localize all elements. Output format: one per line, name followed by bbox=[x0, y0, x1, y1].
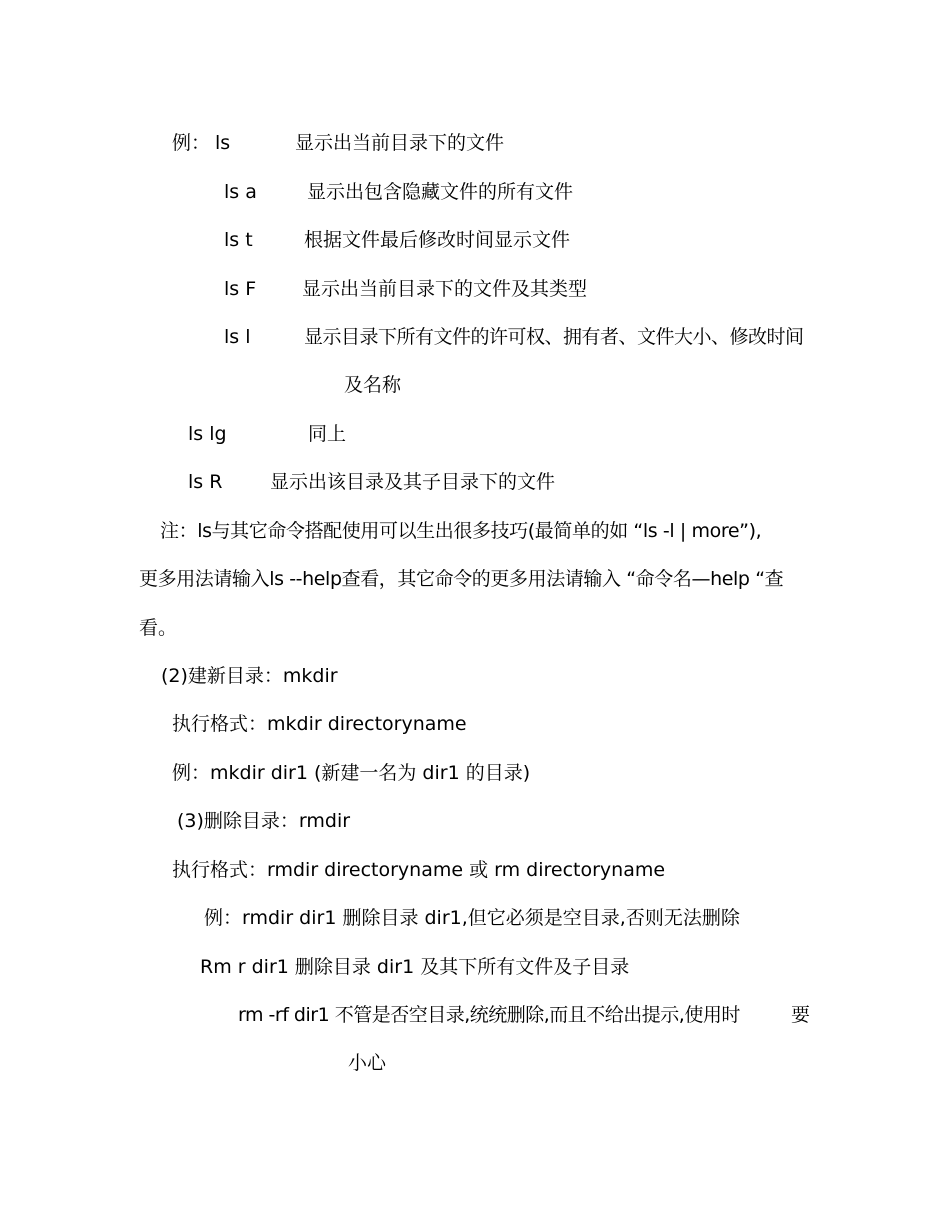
rmdir-example-3-tail: 要 bbox=[791, 1004, 811, 1026]
mkdir-format: 执行格式：mkdir directoryname bbox=[172, 713, 467, 735]
example-prefix: 例： bbox=[172, 132, 211, 154]
ls-a-command: ls a bbox=[224, 181, 257, 203]
ls-lg-description: 同上 bbox=[308, 423, 347, 445]
ls-l-command: ls l bbox=[224, 326, 251, 348]
ls-lg-command: ls lg bbox=[188, 423, 227, 445]
note-line-2: 更多用法请输入ls --help查看，其它命令的更多用法请输入 “命令名—help “查 bbox=[139, 568, 784, 590]
rmdir-format: 执行格式：rmdir directoryname 或 rm directoryname bbox=[172, 859, 666, 881]
ls-command: ls bbox=[215, 132, 231, 154]
rmdir-example-1: 例：rmdir dir1 删除目录 dir1,但它必须是空目录,否则无法删除 bbox=[204, 907, 740, 929]
ls-F-description: 显示出当前目录下的文件及其类型 bbox=[302, 278, 588, 300]
ls-t-description: 根据文件最后修改时间显示文件 bbox=[304, 229, 571, 251]
ls-l-description-continued: 及名称 bbox=[344, 374, 402, 396]
rmdir-example-3: rm -rf dir1 不管是否空目录,统统删除,而且不给出提示,使用时 bbox=[238, 1004, 740, 1026]
ls-R-command: ls R bbox=[188, 471, 223, 493]
rmdir-example-2: Rm r dir1 删除目录 dir1 及其下所有文件及子目录 bbox=[200, 956, 630, 978]
note-line-1: 注：ls与其它命令搭配使用可以生出很多技巧(最简单的如 “ls -l | more”), bbox=[160, 520, 762, 542]
ls-a-description: 显示出包含隐藏文件的所有文件 bbox=[307, 181, 574, 203]
rmdir-example-3-continued: 小心 bbox=[348, 1052, 387, 1074]
rmdir-heading: (3)删除目录：rmdir bbox=[177, 810, 351, 832]
ls-F-command: ls F bbox=[224, 278, 257, 300]
ls-t-command: ls t bbox=[224, 229, 253, 251]
ls-R-description: 显示出该目录及其子目录下的文件 bbox=[270, 471, 556, 493]
note-line-3: 看。 bbox=[139, 617, 178, 639]
ls-description: 显示出当前目录下的文件 bbox=[295, 132, 505, 154]
mkdir-heading: (2)建新目录：mkdir bbox=[161, 665, 338, 687]
mkdir-example: 例：mkdir dir1 (新建一名为 dir1 的目录) bbox=[172, 762, 531, 784]
ls-l-description: 显示目录下所有文件的许可权、拥有者、文件大小、修改时间 bbox=[304, 326, 804, 348]
